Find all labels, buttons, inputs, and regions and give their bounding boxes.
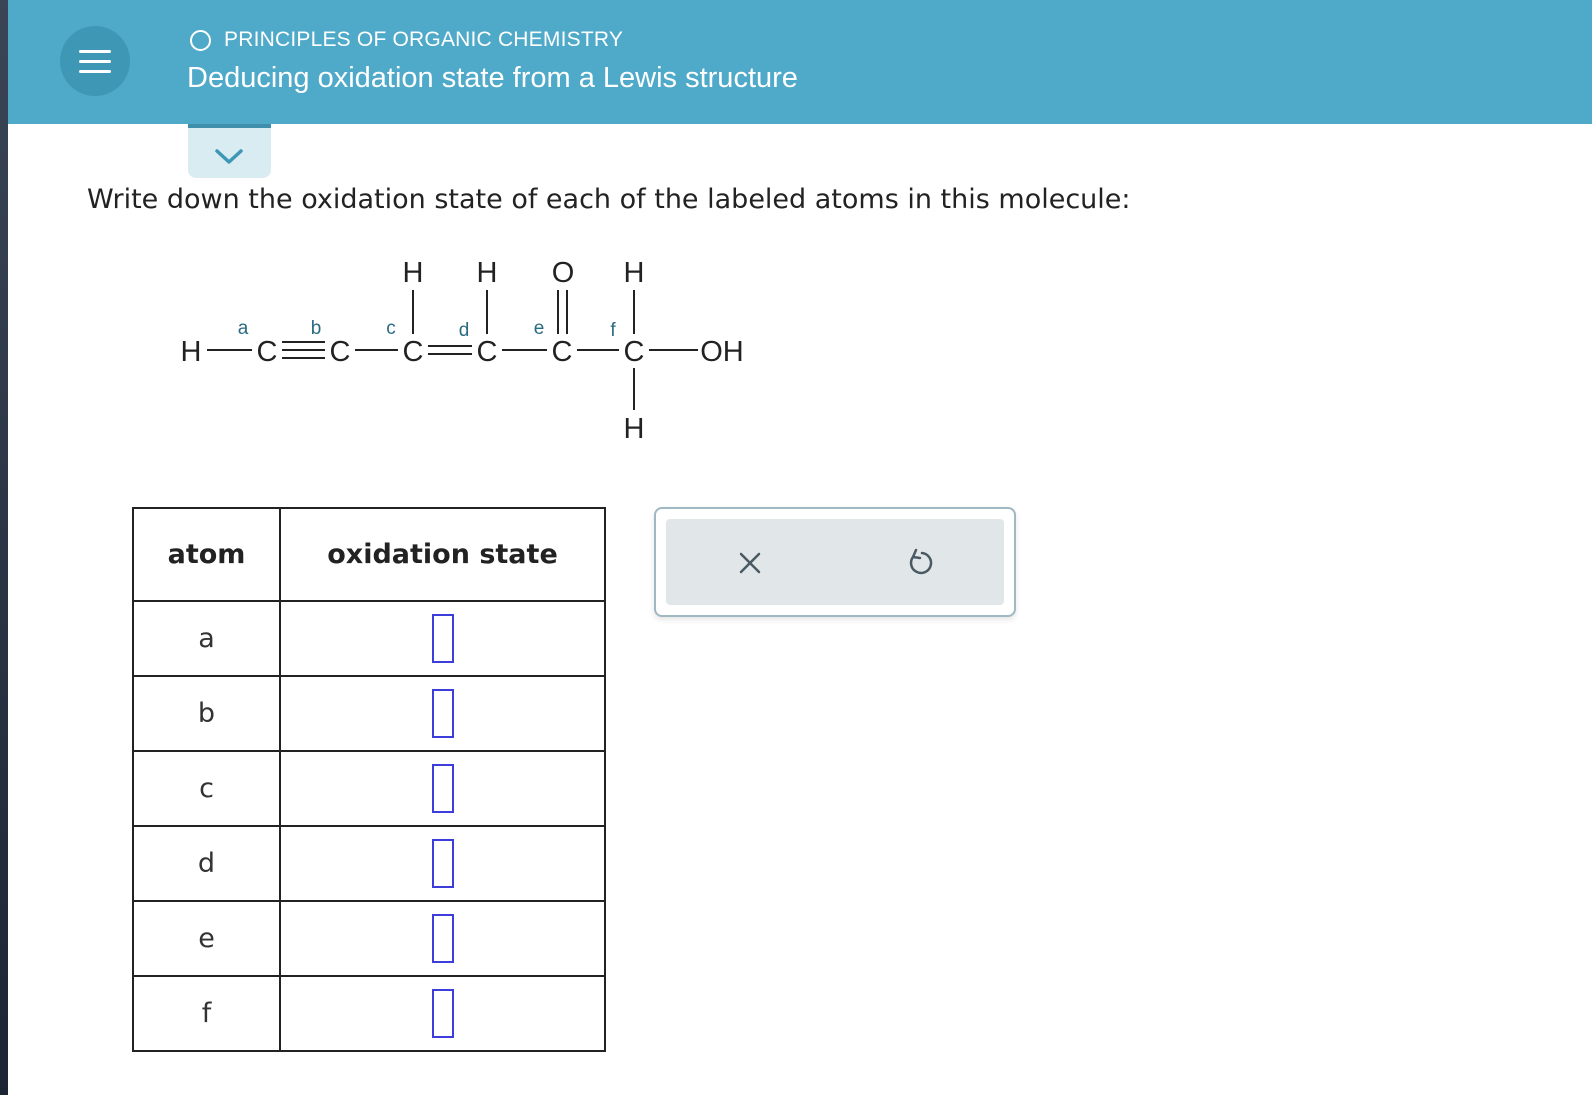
atom-label-c: c	[386, 318, 396, 339]
table-row	[133, 976, 605, 1051]
atom-h-top-1: H	[402, 257, 424, 289]
row-atom-label: d	[133, 826, 280, 901]
atom-c-a: C	[256, 336, 278, 368]
topic-title: Deducing oxidation state from a Lewis structure	[187, 62, 798, 94]
header-atom: atom	[133, 508, 280, 601]
answer-input-d[interactable]	[432, 839, 454, 888]
table-row	[133, 901, 605, 976]
atom-h-left: H	[180, 336, 202, 368]
row-atom-label: b	[133, 676, 280, 751]
header-oxidation-state: oxidation state	[280, 508, 605, 601]
atom-c-b: C	[329, 336, 351, 368]
row-atom-label: a	[133, 601, 280, 676]
undo-icon	[902, 545, 938, 581]
answer-input-b[interactable]	[432, 689, 454, 738]
table-header-row	[133, 508, 605, 601]
table-row	[133, 751, 605, 826]
question-prompt: Write down the oxidation state of each of the labeled atoms in this molecule:	[87, 184, 1131, 215]
atom-label-b: b	[310, 318, 322, 339]
answer-cell	[280, 751, 605, 826]
answer-tools-panel	[654, 507, 1016, 617]
atom-c-f: C	[623, 336, 645, 368]
lewis-structure	[0, 0, 800, 460]
row-atom-label: c	[133, 751, 280, 826]
row-atom-label: e	[133, 901, 280, 976]
answer-cell	[280, 676, 605, 751]
atom-h-bottom: H	[623, 413, 645, 445]
row-atom-label: f	[133, 976, 280, 1051]
atom-h-top-2: H	[476, 257, 498, 289]
atom-oh: OH	[700, 336, 744, 368]
table-row	[133, 601, 605, 676]
answer-cell	[280, 976, 605, 1051]
atom-label-a: a	[237, 318, 249, 339]
atom-c-e: C	[551, 336, 573, 368]
answer-cell	[280, 901, 605, 976]
answer-input-e[interactable]	[432, 914, 454, 963]
atom-label-e: e	[533, 318, 545, 339]
course-name: PRINCIPLES OF ORGANIC CHEMISTRY	[224, 28, 624, 51]
table-row	[133, 826, 605, 901]
oxidation-state-table	[132, 507, 606, 1052]
atom-o-top: O	[551, 257, 575, 289]
x-icon	[732, 545, 768, 581]
answer-input-a[interactable]	[432, 614, 454, 663]
answer-input-c[interactable]	[432, 764, 454, 813]
answer-cell	[280, 601, 605, 676]
atom-label-d: d	[458, 320, 470, 341]
table-row	[133, 676, 605, 751]
answer-cell	[280, 826, 605, 901]
answer-input-f[interactable]	[432, 989, 454, 1038]
atom-h-top-3: H	[623, 257, 645, 289]
atom-c-c: C	[402, 336, 424, 368]
tools-inner	[666, 519, 1004, 605]
atom-label-f: f	[610, 320, 616, 341]
clear-button[interactable]	[732, 545, 768, 581]
undo-button[interactable]	[902, 545, 938, 581]
atom-c-d: C	[476, 336, 498, 368]
